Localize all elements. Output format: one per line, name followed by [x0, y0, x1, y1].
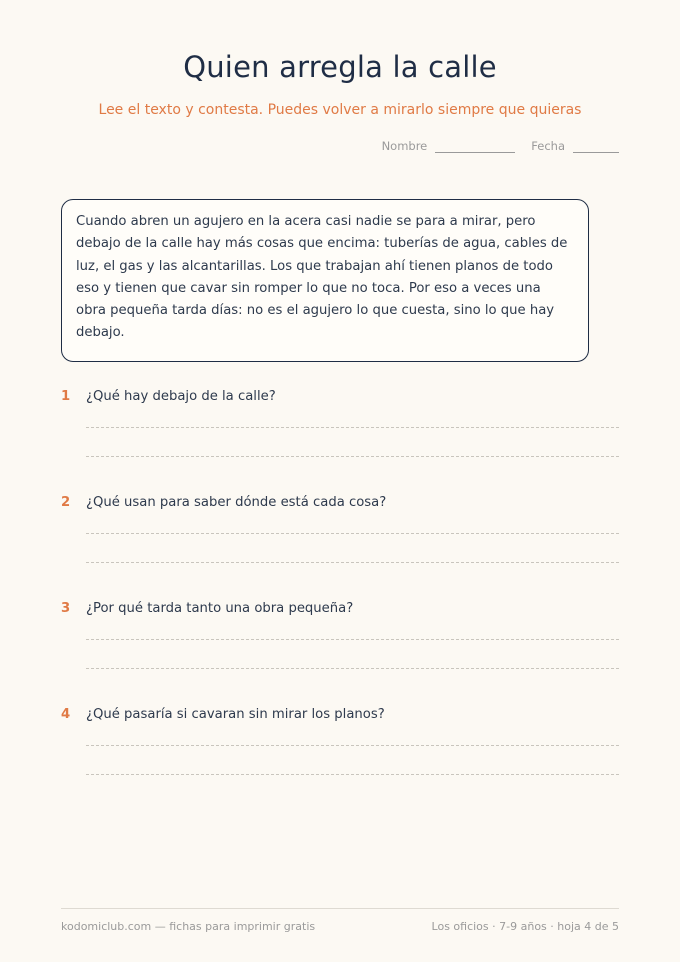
question-text: ¿Qué pasaría si cavaran sin mirar los planos?	[86, 707, 385, 722]
answer-line[interactable]	[86, 745, 619, 746]
footer-sheet-info: Los oficios · 7-9 años · hoja 4 de 5	[431, 920, 619, 933]
name-blank[interactable]	[435, 140, 515, 153]
answer-line[interactable]	[86, 456, 619, 457]
question-3	[61, 601, 619, 616]
answer-line[interactable]	[86, 639, 619, 640]
date-blank[interactable]	[573, 140, 619, 153]
page-title: Quien arregla la calle	[183, 50, 497, 84]
question-text: ¿Qué hay debajo de la calle?	[86, 389, 276, 404]
reading-passage: Cuando abren un agujero en la acera casi nadie se para a mirar, pero debajo de la calle hay más cosas que encima: tuberías de agua, cables de luz, el gas y las alcantarillas. Los que trabajan ahí tienen planos de todo eso y tienen que cavar sin romper lo que no toca. Por eso a veces una obra pequeña tarda días: no es el agujero lo que cuesta, sino lo que hay debajo.	[61, 199, 589, 362]
question-number: 1	[61, 389, 71, 404]
instructions-subtitle: Lee el texto y contesta. Puedes volver a mirarlo siempre que quieras	[98, 102, 582, 118]
answer-line[interactable]	[86, 427, 619, 428]
date-label: Fecha	[531, 139, 565, 153]
answer-line[interactable]	[86, 668, 619, 669]
footer-divider	[61, 908, 619, 909]
answer-line[interactable]	[86, 774, 619, 775]
question-number: 4	[61, 707, 71, 722]
question-1	[61, 389, 619, 404]
name-label: Nombre	[381, 139, 428, 153]
question-text: ¿Por qué tarda tanto una obra pequeña?	[86, 601, 354, 616]
answer-line[interactable]	[86, 533, 619, 534]
student-info	[382, 139, 619, 153]
question-2	[61, 495, 619, 510]
answer-line[interactable]	[86, 562, 619, 563]
question-4	[61, 707, 619, 722]
footer-site: kodomiclub.com — fichas para imprimir gratis	[61, 920, 316, 933]
question-number: 2	[61, 495, 71, 510]
question-number: 3	[61, 601, 71, 616]
question-text: ¿Qué usan para saber dónde está cada cosa?	[86, 495, 387, 510]
